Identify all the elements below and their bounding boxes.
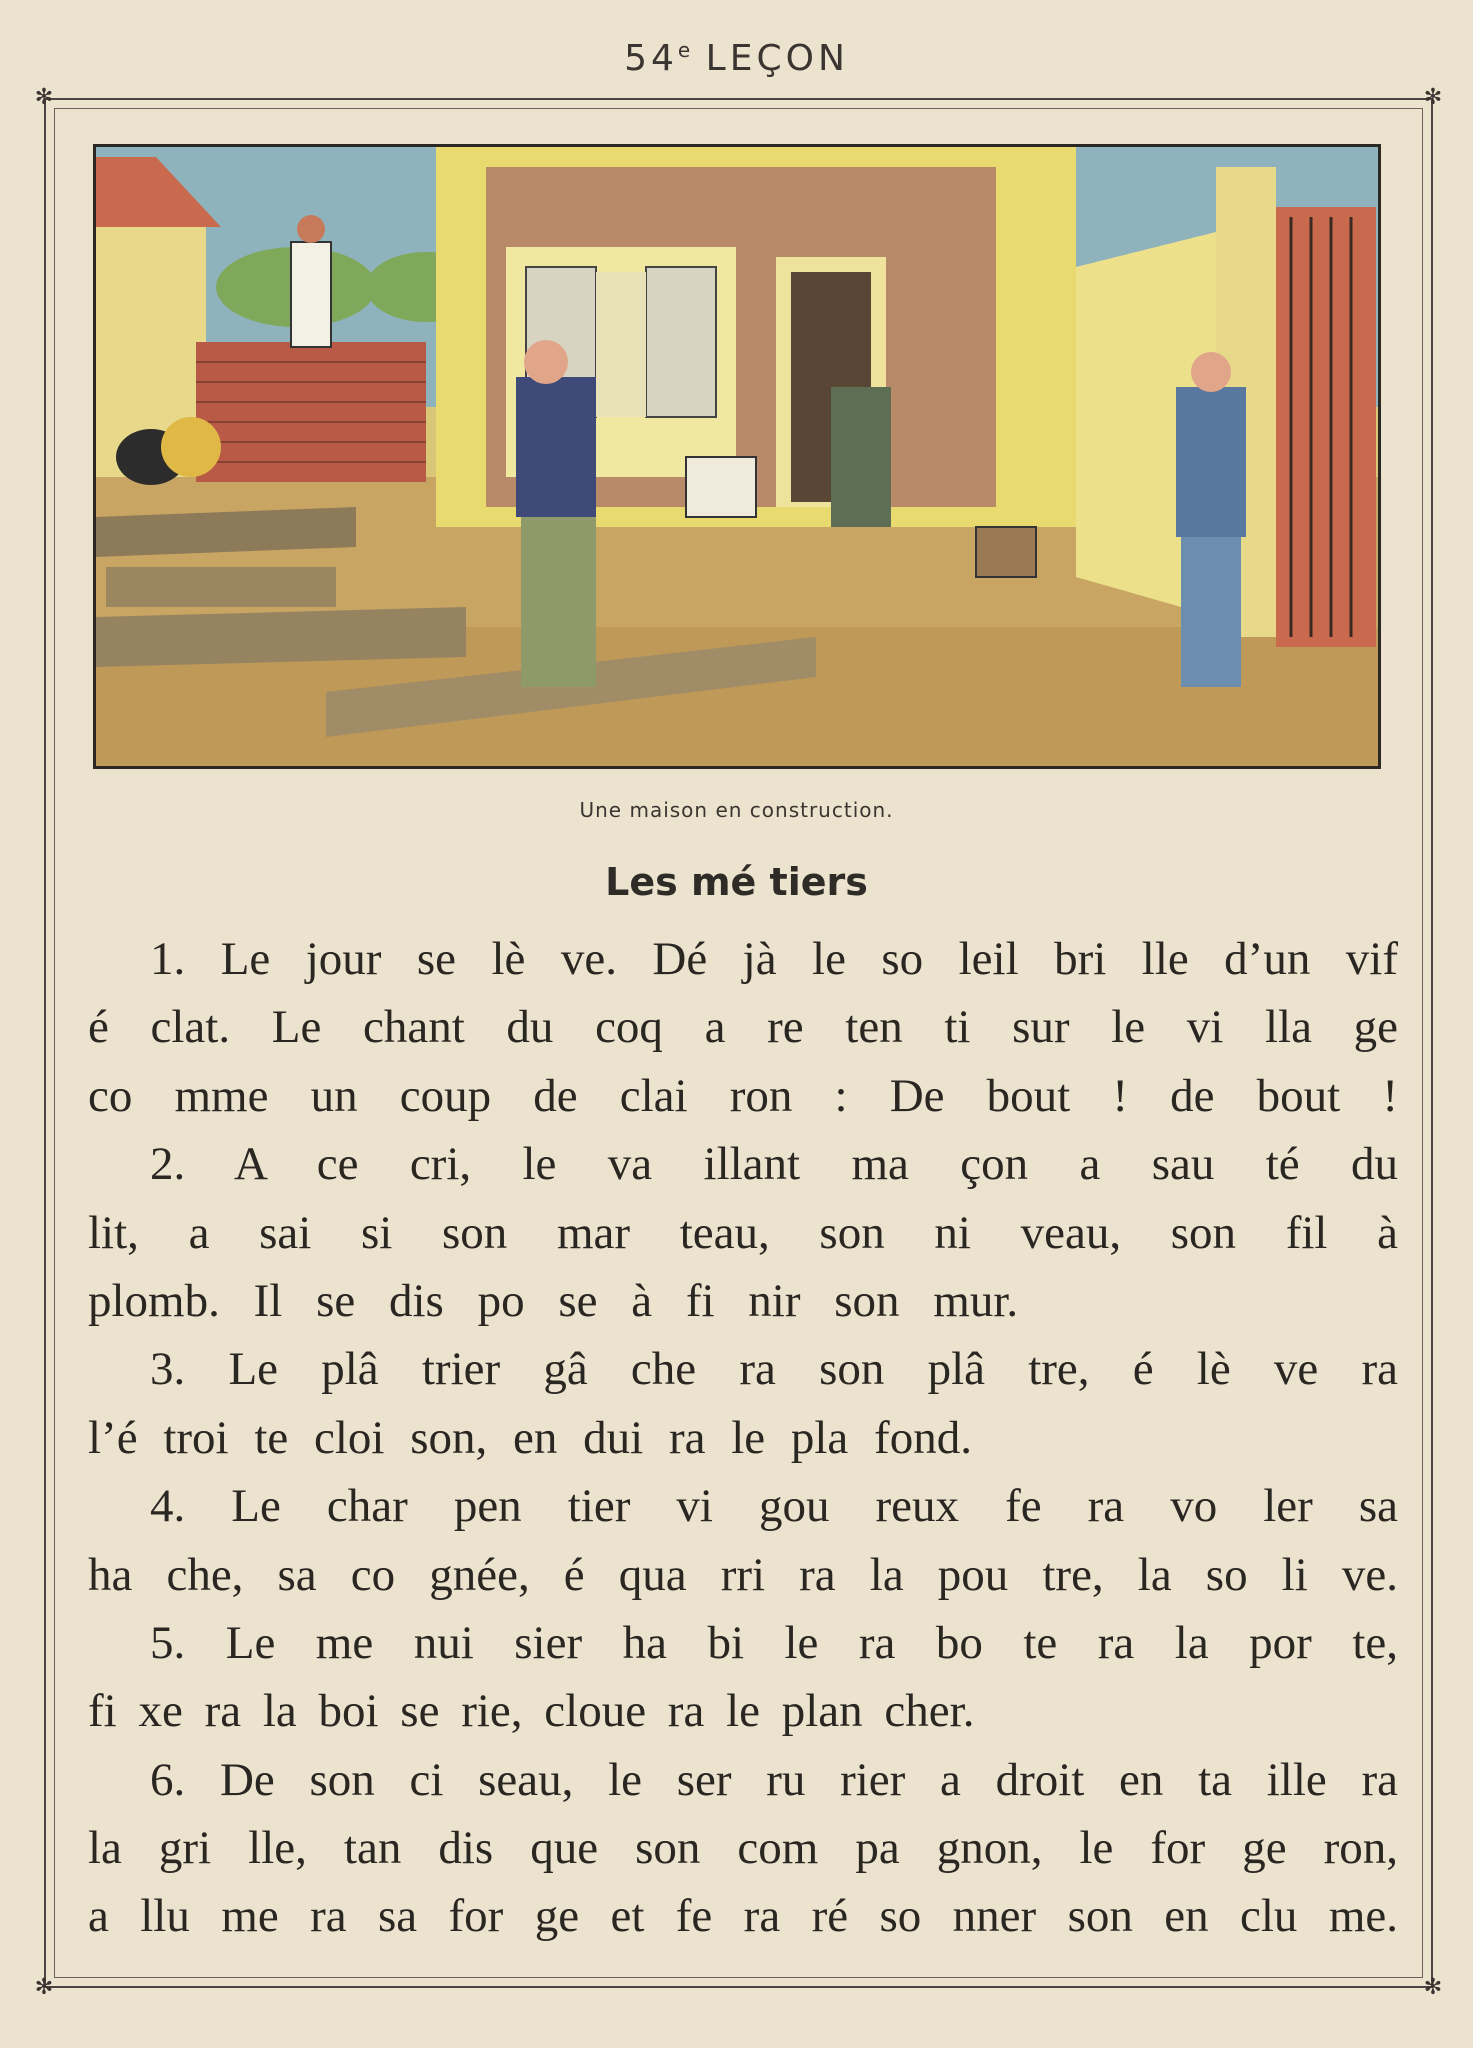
corner-ornament-icon: ✻ — [34, 85, 54, 110]
text-line: 6. De son ci seau, le ser ru rier a droit en ta ille ra — [150, 1753, 1398, 1806]
construction-illustration — [93, 144, 1381, 769]
corner-ornament-icon: ✻ — [34, 1975, 54, 2000]
lesson-title: Les mé tiers — [605, 860, 868, 904]
window-opening — [596, 272, 646, 417]
stone-block — [96, 607, 466, 667]
text-line: la gri lle, tan dis que son com pa gnon, le for ge ron, — [88, 1822, 1398, 1875]
construction-scene-image — [96, 147, 1378, 766]
rooster — [161, 417, 221, 477]
lesson-number: 54 — [624, 38, 678, 79]
text-line: a llu me ra sa for ge et fe ra ré so nner son en clu me. — [88, 1890, 1398, 1943]
toolbox — [976, 527, 1036, 577]
brick-wall — [196, 342, 426, 482]
text-line: é clat. Le chant du coq a re ten ti sur le vi lla ge — [88, 1001, 1398, 1054]
mason-figure — [291, 242, 331, 347]
text-line: fi xe ra la boi se rie, cloue ra le plan cher. — [88, 1685, 975, 1738]
corner-ornament-icon: ✻ — [1423, 85, 1443, 110]
plasterer-figure — [686, 457, 756, 517]
text-line: plomb. Il se dis po se à fi nir son mur. — [88, 1274, 1019, 1327]
text-line: 2. A ce cri, le va illant ma çon a sau té du — [150, 1138, 1398, 1191]
illustration-caption: Une maison en construction. — [579, 798, 894, 822]
window-shutter-right — [646, 267, 716, 417]
text-line: co mme un coup de clai ron : De bout ! de bout ! — [88, 1069, 1398, 1122]
text-line: 1. Le jour se lè ve. Dé jà le so leil bri lle d’un vif — [150, 933, 1398, 985]
text-line: 4. Le char pen tier vi gou reux fe ra vo ler sa — [150, 1480, 1398, 1533]
locksmith-figure — [1176, 387, 1246, 537]
stone-block — [106, 567, 336, 607]
carpenter-figure — [516, 377, 596, 517]
text-line: 3. Le plâ trier gâ che ra son plâ tre, é lè ve ra — [150, 1343, 1398, 1396]
lesson-number-header — [0, 38, 1473, 79]
lesson-number-suffix: e — [677, 38, 691, 62]
lesson-word: LEÇON — [705, 38, 849, 79]
text-line: l’é troi te cloi son, en dui ra le pla fond. — [88, 1411, 972, 1464]
text-line: ha che, sa co gnée, é qua rri ra la pou tre, la so li ve. — [88, 1548, 1398, 1601]
text-line: lit, a sai si son mar teau, son ni veau, son fil à — [88, 1206, 1398, 1259]
corner-ornament-icon: ✻ — [1423, 1975, 1443, 2000]
joiner-figure — [831, 387, 891, 527]
text-line: 5. Le me nui sier ha bi le ra bo te ra la por te, — [150, 1616, 1398, 1669]
lesson-text — [88, 925, 1398, 1951]
